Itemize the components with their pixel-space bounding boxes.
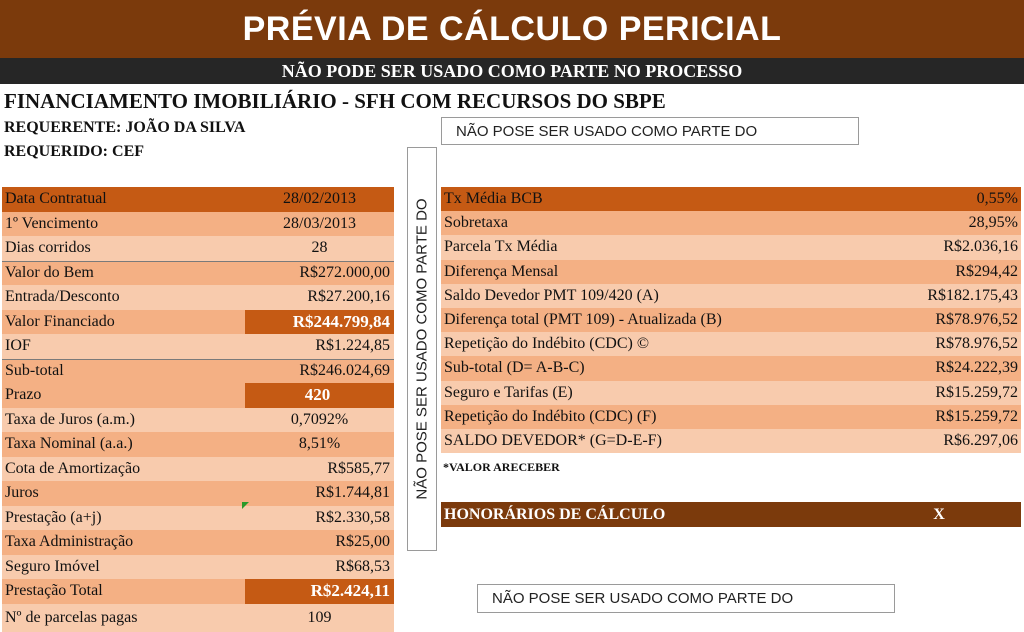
row-label: Valor do Bem: [5, 264, 94, 282]
row-label: Repetição do Indébito (CDC) (F): [444, 407, 657, 425]
row-value: R$15.259,72: [935, 383, 1018, 401]
row-label: Sub-total: [5, 362, 64, 380]
row-label: Juros: [5, 484, 39, 502]
row-label: SALDO DEVEDOR* (G=D-E-F): [444, 431, 662, 449]
note-box-top[interactable]: NÃO POSE SER USADO COMO PARTE DO: [441, 117, 859, 145]
table-row[interactable]: [2, 334, 394, 359]
row-value: R$15.259,72: [935, 407, 1018, 425]
note-box-vertical[interactable]: [407, 147, 437, 551]
row-label: Diferença Mensal: [444, 262, 559, 280]
table-row[interactable]: [2, 236, 394, 261]
table-row[interactable]: [441, 308, 1021, 332]
requerente-label: REQUERENTE: JOÃO DA SILVA: [4, 119, 246, 136]
row-value: R$78.976,52: [935, 335, 1018, 353]
row-label: Seguro e Tarifas (E): [444, 383, 573, 401]
row-label: Dias corridos: [5, 239, 91, 257]
table-row[interactable]: [2, 579, 394, 604]
row-value: R$2.036,16: [943, 238, 1018, 256]
row-value-highlight: 420: [245, 383, 394, 408]
table-row[interactable]: [441, 381, 1021, 405]
row-value: R$25,00: [335, 533, 390, 551]
table-row[interactable]: [441, 356, 1021, 380]
row-value: R$294,42: [955, 262, 1018, 280]
page-title: PRÉVIA DE CÁLCULO PERICIAL: [0, 0, 1024, 58]
table-row[interactable]: [2, 212, 394, 237]
table-row[interactable]: [441, 187, 1021, 211]
loan-parameters-table: [2, 187, 394, 632]
table-row[interactable]: [2, 187, 394, 212]
calculation-results-table: [441, 187, 1021, 453]
table-row[interactable]: [2, 506, 394, 531]
table-row[interactable]: [2, 530, 394, 555]
row-value: R$68,53: [335, 557, 390, 575]
row-label: Parcela Tx Média: [444, 238, 558, 256]
fees-row[interactable]: [441, 502, 1021, 527]
row-value: R$246.024,69: [299, 362, 390, 380]
row-value: R$1.224,85: [315, 337, 390, 355]
table-row[interactable]: [441, 260, 1021, 284]
row-label: 1º Vencimento: [5, 214, 99, 232]
row-value: R$24.222,39: [935, 359, 1018, 377]
row-label: Entrada/Desconto: [5, 288, 120, 306]
row-value: 0,55%: [976, 190, 1018, 208]
table-row[interactable]: [441, 332, 1021, 356]
row-label: IOF: [5, 337, 31, 355]
row-label: Prestação (a+j): [5, 508, 102, 526]
note-vertical-text: NÃO POSE SER USADO COMO PARTE DO: [413, 198, 431, 500]
row-value: 109: [307, 608, 332, 626]
row-label: Prestação Total: [5, 582, 103, 600]
table-row[interactable]: [2, 383, 394, 408]
row-label: Cota de Amortização: [5, 459, 141, 477]
row-label: Valor Financiado: [5, 312, 115, 330]
case-heading: FINANCIAMENTO IMOBILIÁRIO - SFH COM RECURSOS DO SBPE: [4, 89, 666, 113]
row-label: Nº de parcelas pagas: [5, 608, 138, 626]
row-label: Sub-total (D= A-B-C): [444, 359, 585, 377]
row-label: Tx Média BCB: [444, 190, 543, 208]
row-value: R$272.000,00: [299, 264, 390, 282]
row-value: R$585,77: [327, 459, 390, 477]
note-box-bottom[interactable]: NÃO POSE SER USADO COMO PARTE DO: [477, 584, 895, 613]
cell-comment-marker: [242, 502, 249, 509]
footnote: *VALOR ARECEBER: [443, 460, 560, 474]
row-value: R$27.200,16: [307, 288, 390, 306]
fees-label: HONORÁRIOS DE CÁLCULO: [444, 505, 666, 523]
table-row[interactable]: [2, 555, 394, 580]
row-value: 0,7092%: [290, 410, 349, 428]
table-row[interactable]: [2, 261, 394, 286]
row-value: R$182.175,43: [927, 286, 1018, 304]
warning-banner: NÃO PODE SER USADO COMO PARTE NO PROCESSO: [0, 58, 1024, 84]
row-value: 8,51%: [298, 435, 341, 453]
row-value: R$6.297,06: [943, 431, 1018, 449]
table-row[interactable]: [2, 604, 394, 632]
table-row[interactable]: [2, 432, 394, 457]
requerido-label: REQUERIDO: CEF: [4, 143, 145, 160]
table-row[interactable]: [2, 285, 394, 310]
row-value: 28: [311, 239, 328, 257]
row-value: 28,95%: [968, 214, 1018, 232]
table-row[interactable]: [2, 457, 394, 482]
row-value-highlight: R$2.424,11: [245, 579, 394, 604]
row-label: Seguro Imóvel: [5, 557, 100, 575]
table-row[interactable]: [441, 405, 1021, 429]
table-row[interactable]: [441, 235, 1021, 259]
table-row[interactable]: [2, 359, 394, 384]
fees-value: X: [933, 505, 945, 523]
row-value: R$2.330,58: [315, 508, 390, 526]
row-label: Sobretaxa: [444, 214, 508, 232]
row-label: Repetição do Indébito (CDC) ©: [444, 335, 649, 353]
row-label: Taxa Administração: [5, 533, 134, 551]
row-label: Saldo Devedor PMT 109/420 (A): [444, 286, 659, 304]
row-label: Taxa de Juros (a.m.): [5, 410, 135, 428]
row-value: 28/03/2013: [283, 214, 356, 232]
table-row[interactable]: [441, 284, 1021, 308]
row-label: Diferença total (PMT 109) - Atualizada (B): [444, 311, 722, 329]
row-value: R$78.976,52: [935, 311, 1018, 329]
row-label: Taxa Nominal (a.a.): [5, 435, 133, 453]
row-value: 28/02/2013: [283, 190, 356, 208]
row-label: Prazo: [5, 386, 42, 404]
table-row[interactable]: [441, 429, 1021, 453]
table-row[interactable]: [2, 310, 394, 335]
table-row[interactable]: [441, 211, 1021, 235]
table-row[interactable]: [2, 408, 394, 433]
row-value: R$1.744,81: [315, 484, 390, 502]
table-row[interactable]: [2, 481, 394, 506]
row-value-highlight: R$244.799,84: [245, 310, 394, 335]
row-label: Data Contratual: [5, 190, 107, 208]
